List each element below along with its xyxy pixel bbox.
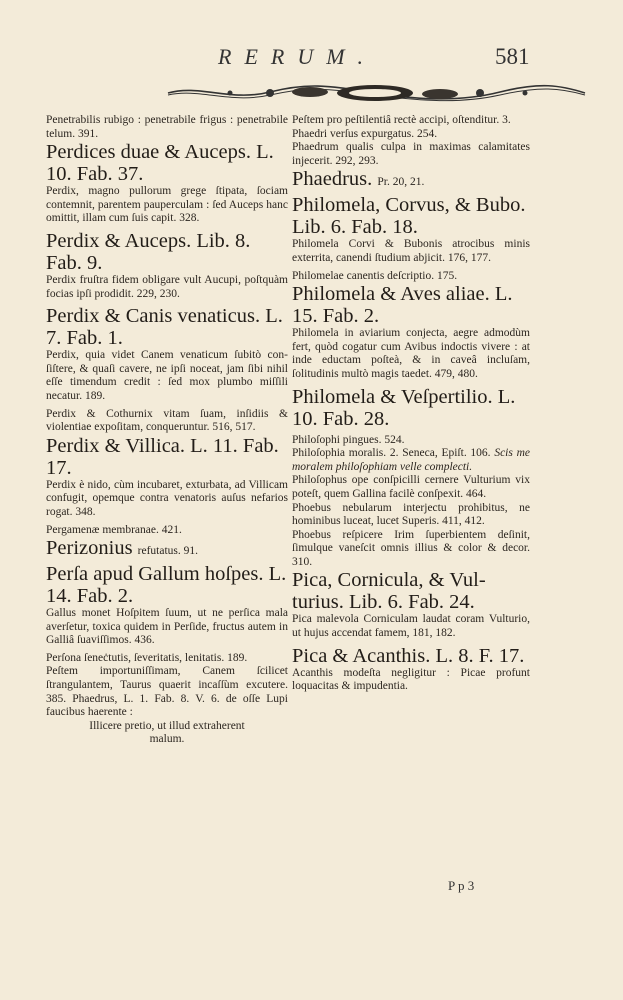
page-number: 581 — [495, 44, 530, 69]
entry-heading: Philomela & Aves aliae. L. 15. Fab. 2. — [292, 283, 513, 328]
entry-heading: Perdix & Auceps. Lib. 8. Fab. 9. — [46, 229, 251, 274]
entry-text: Pr. 20, 21. — [377, 176, 425, 189]
index-entry: Peſtem importuniſſimam, Canem ſcilicet ſtrangulantem, Taurus quaerit incaſſùm excutere. 385. Phaedrus, L. 1. Fab. 8. V. 6. de oſſe Lupi faucibus haerente : — [46, 665, 288, 719]
entry-text: Gallus monet Hoſpitem ſuum, ut ne perſica mala averſetur, toxica quidem in Perſide, fructus autem in Galliâ ſuaviſſimos. 436. — [46, 607, 288, 647]
index-entry — [292, 386, 530, 430]
index-entry: Penetrabilis rubigo : penetrabile frigus : penetrabile telum. 391. — [46, 114, 288, 140]
entry-heading: Perdix & Villica. L. 11. Fab. 17. — [46, 434, 279, 479]
right-column — [292, 114, 530, 698]
index-entry — [46, 435, 288, 520]
index-entry — [46, 305, 288, 403]
index-entry: Pergamenæ membranae. 421. — [46, 523, 182, 536]
entry-quote: Scis me moralem philoſophiam velle complecti. — [292, 447, 530, 473]
entry-heading: Phaedrus. — [292, 168, 373, 191]
page-header — [0, 44, 623, 74]
entry-text: Philomela in aviarium conjecta, aegre admodùm fert, quòd cogatur cum Avibus indoctis vivere : at inde eductam poſteà, & in caveâ incluſam, ſolitudinis multò magis taedet. 479, 480. — [292, 327, 530, 380]
index-entry — [46, 537, 288, 559]
ornamental-rule — [160, 80, 590, 106]
entry-heading: Perdices duae & Auceps. L. 10. Fab. 37. — [46, 141, 274, 186]
entry-heading: Pica & Acanthis. L. 8. F. 17. — [292, 644, 525, 667]
entry-heading: Pica, Cornicula, & Vulturius. Lib. 6. Fab. 24. — [292, 569, 486, 614]
entry-text: Acanthis modeſta negligitur : Picae profunt loquacitas & impudentia. — [292, 666, 530, 693]
entry-text: Perdix, quia videt Canem venaticum ſubitò conſiſtere, & quaſi cavere, ne ipſi noceat, jam ſibi nihil eſſe timendum credit : ſed mox plumbo miſſili necatur. 189. — [46, 349, 288, 402]
signature-mark: P p 3 — [448, 878, 475, 893]
index-entry: Phaedri verſus expurgatus. 254. — [292, 127, 438, 140]
entry-text: Perdix, magno pullorum grege ſtipata, ſociam contemnit, parentem pauperculam : ſed Auceps hanc omittit, illam cum ſuis capit. 328. — [46, 185, 288, 225]
index-entry: Phoebus reſpicere Irim ſuperbientem deſinit, ſimulque vaneſcit omnis illius & color & decor. 310. — [292, 528, 530, 568]
quotation: Illicere pretio, ut illud extraherent malum. — [89, 719, 245, 746]
left-column — [46, 114, 288, 747]
index-entry: Philoſophi pingues. 524. — [292, 433, 405, 446]
entry-heading: Philomela & Veſpertilio. L. 10. Fab. 28. — [292, 385, 516, 430]
entry-text: Pica malevola Corniculam laudat coram Vulturio, ut hujus accendat famem, 181, 182. — [292, 613, 530, 640]
index-entry — [292, 569, 530, 640]
index-entry — [292, 645, 530, 694]
entry-heading: Perſa apud Gallum hoſpes. L. 14. Fab. 2. — [46, 563, 287, 608]
index-entry — [292, 194, 530, 265]
entry-text: Perdix fruſtra fidem obligare vult Aucupi, poſtquàm focias ipſi prodidit. 229, 230. — [46, 273, 288, 300]
index-entry: Philoſophus ope conſpicilli cernere Vulturium vix poteſt, quem Gallina facilè conſpexit. 464. — [292, 474, 530, 500]
running-title: RERUM. — [218, 44, 377, 69]
index-entry: Perſona ſeneċtutis, ſeveritatis, lenitatis. 189. — [46, 651, 248, 664]
index-entry: Phaedrum qualis culpa in maximas calamitates injecerit. 292, 293. — [292, 141, 530, 167]
index-entry — [292, 283, 530, 381]
entry-text: Perdix è nido, cùm incubaret, exturbata, ad Villicam confugit, opemque contra venatoris auſus nefarios rogat. 348. — [46, 478, 288, 518]
index-entry: Perdix & Cothurnix vitam ſuam, inſidiis & violentiae expoſitam, conqueruntur. 516, 517. — [46, 407, 288, 434]
entry-heading: Philomela, Corvus, & Bubo. Lib. 6. Fab. 18. — [292, 194, 526, 239]
index-entry: Peſtem pro peſtilentiâ rectè accipi, oſtenditur. 3. — [292, 114, 511, 126]
entry-text: refutatus. 91. — [137, 545, 198, 558]
index-entry: Phoebus nebularum interjectu prohibitus, ne hominibus luceat, lucet Superis. 411, 412. — [292, 501, 530, 528]
entry-heading: Perdix & Canis venaticus. L. 7. Fab. 1. — [46, 305, 283, 350]
index-entry — [46, 563, 288, 648]
entry-heading: Perizonius — [46, 537, 133, 560]
index-entry — [292, 447, 530, 474]
index-entry — [292, 168, 530, 190]
index-entry — [46, 230, 288, 301]
index-entry — [46, 141, 288, 226]
entry-text: Philoſophia moralis. 2. Seneca, Epiſt. 106. — [292, 447, 491, 460]
index-entry: Philomelae canentis deſcriptio. 175. — [292, 269, 458, 282]
entry-text: Philomela Corvi & Bubonis atrocibus minis exterrita, canendi ſtudium abjicit. 176, 177. — [292, 238, 530, 264]
